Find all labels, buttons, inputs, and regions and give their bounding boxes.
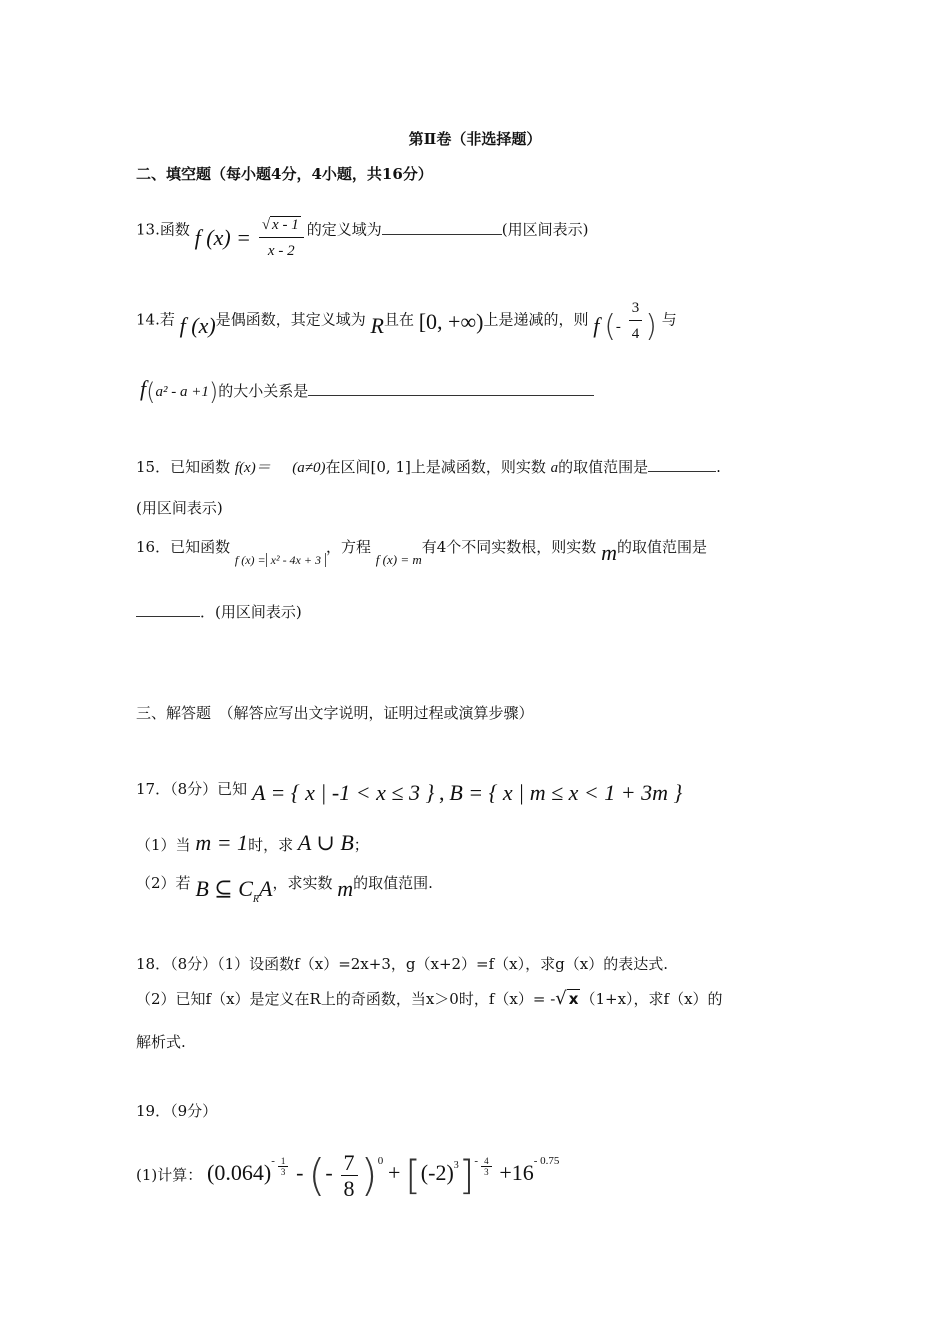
q14-text3: 且在: [383, 310, 414, 329]
q14-f: f: [593, 312, 600, 338]
question-15: [136, 455, 721, 479]
q16b-end: ．(用区间表示): [200, 603, 302, 621]
q14-fraction: [629, 296, 643, 347]
q17-number: 17．: [136, 780, 171, 798]
q17-2-A: A: [258, 876, 273, 901]
q19-1-exp1-den: 3: [280, 1167, 286, 1177]
q19-1-plus: +: [387, 1160, 401, 1185]
q17-setA: A = { x | -1 < x ≤ 3 }: [251, 780, 435, 805]
q14-frac-num: 3: [629, 296, 643, 321]
q15-note: (用区间表示): [136, 499, 223, 517]
q17-1-expr: A ∪ B: [297, 830, 354, 855]
q14-text1: 若: [159, 310, 175, 329]
q14-fx: f (x): [179, 312, 216, 338]
q14-number: 14.: [136, 310, 160, 329]
section-title: 第Ⅱ卷（非选择题）: [408, 130, 542, 148]
q15-end: .: [716, 458, 721, 476]
question-18: [136, 953, 668, 975]
q16-number: 16．: [136, 538, 171, 556]
q17-2-expr: B ⊆ C: [195, 876, 253, 901]
q16-fx: f (x) =: [234, 553, 266, 567]
q19-score: （9分）: [170, 1102, 218, 1120]
q19-1-exp3: - 4 3: [474, 1155, 494, 1167]
q15-text2: 在区间[0, 1]上是减函数，则实数: [325, 458, 546, 476]
q13-numerator: x - 1: [272, 217, 299, 233]
q16-text4: 的取值范围是: [616, 538, 707, 556]
q13-lhs: f (x) =: [194, 224, 252, 250]
question-18-part3: 解析式.: [136, 1033, 186, 1051]
part3-header: 三、解答题 （解答应写出文字说明，证明过程或演算步骤）: [136, 704, 534, 722]
question-17: [136, 776, 683, 805]
q15-fx: f(x)＝: [234, 460, 271, 476]
q16-m: m: [601, 540, 617, 565]
q19-1-exp2: 0: [377, 1155, 384, 1167]
q18-text: （8分）（1）设函数f（x）=2x+3，g（x+2）=f（x），求g（x）的表达式.: [170, 955, 668, 973]
q14-frac-den: 4: [631, 326, 640, 342]
q19-1-exp1-num: 1: [278, 1156, 289, 1167]
q18-number: 18．: [136, 955, 171, 973]
q15-text1: 已知函数: [170, 458, 231, 476]
q19-1-frac-den: 8: [343, 1175, 355, 1201]
q14b-f: f: [140, 376, 147, 401]
q14b-text: 的大小关系是: [218, 382, 309, 400]
q15-answer-blank[interactable]: [648, 455, 716, 472]
q14-minus: -: [615, 318, 621, 335]
q17-2-text: ，求实数: [272, 874, 333, 892]
q13-text3: (用区间表示): [501, 220, 589, 239]
q19-1-fraction: [341, 1151, 358, 1202]
q14-answer-blank[interactable]: [308, 379, 594, 396]
q17-text1: 已知: [217, 780, 248, 798]
q16-eq: f (x) = m: [375, 552, 422, 567]
q16-text2: ，方程: [325, 538, 371, 556]
question-18-part2: （2）已知f（x）是定义在R上的奇函数，当x＞0时，f（x）= -√ x （1+x），求f（x）的: [136, 988, 723, 1009]
q17-setB: B = { x | m ≤ x < 1 + 3m }: [449, 780, 683, 805]
question-16: [136, 534, 707, 567]
part2-header: 二、填空题（每小题4分，4小题，共16分）: [136, 165, 433, 183]
q19-1-exp3-den: 3: [484, 1167, 489, 1177]
q13-fraction: $\frac{√ x - 1}{x - 2}$: [259, 213, 304, 264]
q15-text3: 的取值范围是: [558, 458, 649, 476]
q15-number: 15．: [136, 458, 171, 476]
question-14: 14.若 f (x)是偶函数，其定义域为 R且在 [0, +∞)上是递减的，则 f (- $\frac{3}{4}$ ) 与: [136, 300, 677, 341]
q17-1-end: ；: [353, 836, 369, 854]
question-13: [136, 205, 589, 259]
q18-2-sqrt: x: [568, 990, 579, 1008]
q17-1-cond: m = 1: [195, 830, 249, 855]
question-19: [136, 1100, 217, 1122]
q19-1-frac-num: 7: [341, 1151, 358, 1176]
q16-text1: 已知函数: [170, 538, 231, 556]
q19-1-minus: -: [296, 1160, 304, 1185]
q14-text5: 与: [661, 310, 677, 329]
q17-2-sub: R: [252, 894, 259, 905]
q16-text3: 有4个不同实数根，则实数: [421, 538, 597, 556]
q16-abs: x² - 4x + 3: [266, 553, 326, 567]
q19-1-plus2: +16: [499, 1160, 534, 1185]
q17-2-end: 的取值范围.: [353, 874, 433, 892]
q13-denominator: x - 2: [267, 243, 295, 259]
q17-2-label: （2）若: [136, 874, 191, 892]
question-16-continued: [136, 600, 302, 623]
q13-number: 13.: [136, 220, 160, 239]
q13-answer-blank[interactable]: [382, 218, 502, 235]
q16-answer-blank[interactable]: [136, 600, 200, 617]
q18-2-text2: （1+x），求f（x）的: [580, 990, 723, 1008]
question-19-part1: (1)计算： $(0.064)^{- \frac{1}{3}}$ - (- $\frac{7}{8}$ )$^0 + [(-2)^3]^{- \frac{4}{3}}$ $+16^{- 0.75}$: [136, 1149, 560, 1201]
q13-text: 函数: [159, 220, 190, 239]
q14b-expr: a² - a +1: [155, 384, 209, 400]
q19-1-label: (1)计算：: [136, 1166, 203, 1184]
q14-R: R: [370, 312, 384, 338]
q17-1-text: 时，求: [248, 836, 294, 854]
question-17-part1: [136, 832, 369, 856]
q19-1-exp4: - 0.75: [533, 1155, 560, 1167]
q19-1-exp1: - 1 3: [271, 1155, 291, 1167]
q14-text4: 上是递减的，则: [483, 310, 589, 329]
q19-1-base1: (0.064): [207, 1160, 272, 1185]
q19-1-pow3: 3: [453, 1160, 459, 1171]
q14-text2: 是偶函数，其定义域为: [215, 310, 366, 329]
q15-cond: (a≠0): [292, 460, 326, 476]
q15-a: a: [550, 460, 559, 476]
question-17-part2: [136, 870, 433, 905]
q17-2-m: m: [337, 876, 354, 901]
q19-number: 19．: [136, 1102, 171, 1120]
q19-1-base3: (-2): [420, 1160, 454, 1185]
q17-score: （8分）: [170, 780, 218, 798]
q18-2-text1: （2）已知f（x）是定义在R上的奇函数，当x＞0时，f（x）= -: [136, 990, 556, 1008]
q13-text2: 的定义域为: [306, 220, 382, 239]
q19-1-exp3-num: 4: [481, 1156, 492, 1167]
q17-1-label: （1）当: [136, 836, 191, 854]
q14-interval: [0, +∞): [418, 308, 484, 334]
question-14-continued: f(a² - a +1)的大小关系是: [140, 378, 594, 403]
q17-sep: ,: [439, 780, 445, 805]
